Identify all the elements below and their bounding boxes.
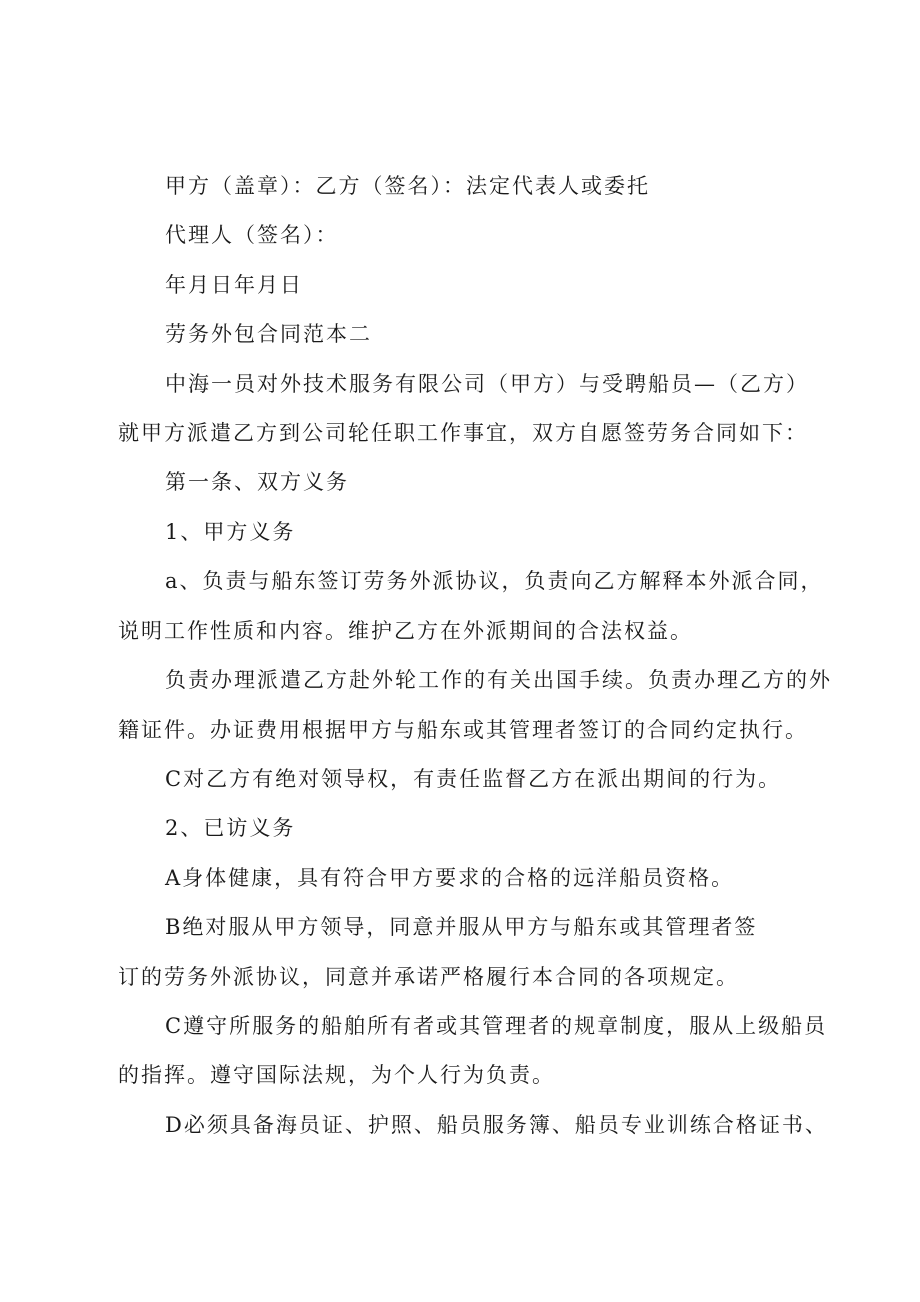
date-line: 年月日年月日 bbox=[165, 273, 303, 297]
clause-A-line: A身体健康，具有符合甲方要求的合格的远洋船员资格。 bbox=[165, 866, 735, 890]
agent-signature-line: 代理人（签名）： bbox=[165, 223, 339, 247]
clause-c-line: C对乙方有绝对领导权，有责任监督乙方在派出期间的行为。 bbox=[165, 767, 782, 791]
section-1-heading: 1、甲方义务 bbox=[165, 520, 296, 544]
clause-C-line-2: 的指挥。遵守国际法规，为个人行为负责。 bbox=[118, 1063, 555, 1087]
signature-party-line: 甲方（盖章）：乙方（签名）：法定代表人或委托 bbox=[165, 174, 650, 198]
clause-D-line-1: D必须具备海员证、护照、船员服务簿、船员专业训练合格证书、 bbox=[165, 1113, 828, 1137]
clause-b-line-2: 籍证件。办证费用根据甲方与船东或其管理者签订的合同约定执行。 bbox=[118, 718, 808, 742]
clause-b-line-1: 负责办理派遣乙方赴外轮工作的有关出国手续。负责办理乙方的外 bbox=[165, 668, 832, 692]
clause-a-line-2: 说明工作性质和内容。维护乙方在外派期间的合法权益。 bbox=[118, 619, 693, 643]
clause-B-line-2: 订的劳务外派协议，同意并承诺严格履行本合同的各项规定。 bbox=[118, 965, 739, 989]
paragraph-intro-line-2: 就甲方派遣乙方到公司轮任职工作事宜，双方自愿签劳务合同如下： bbox=[118, 421, 808, 445]
clause-C-line-1: C遵守所服务的船舶所有者或其管理者的规章制度，服从上级船员 bbox=[165, 1014, 828, 1038]
document-title: 劳务外包合同范本二 bbox=[165, 322, 372, 346]
clause-B-line-1: B绝对服从甲方领导，同意并服从甲方与船东或其管理者签 bbox=[165, 915, 758, 939]
paragraph-intro-line-1: 中海一员对外技术服务有限公司（甲方）与受聘船员—（乙方） bbox=[165, 372, 809, 396]
article-1-heading: 第一条、双方义务 bbox=[165, 470, 349, 494]
clause-a-line-1: a、负责与船东签订劳务外派协议，负责向乙方解释本外派合同， bbox=[165, 569, 824, 593]
section-2-heading: 2、已访义务 bbox=[165, 816, 296, 840]
